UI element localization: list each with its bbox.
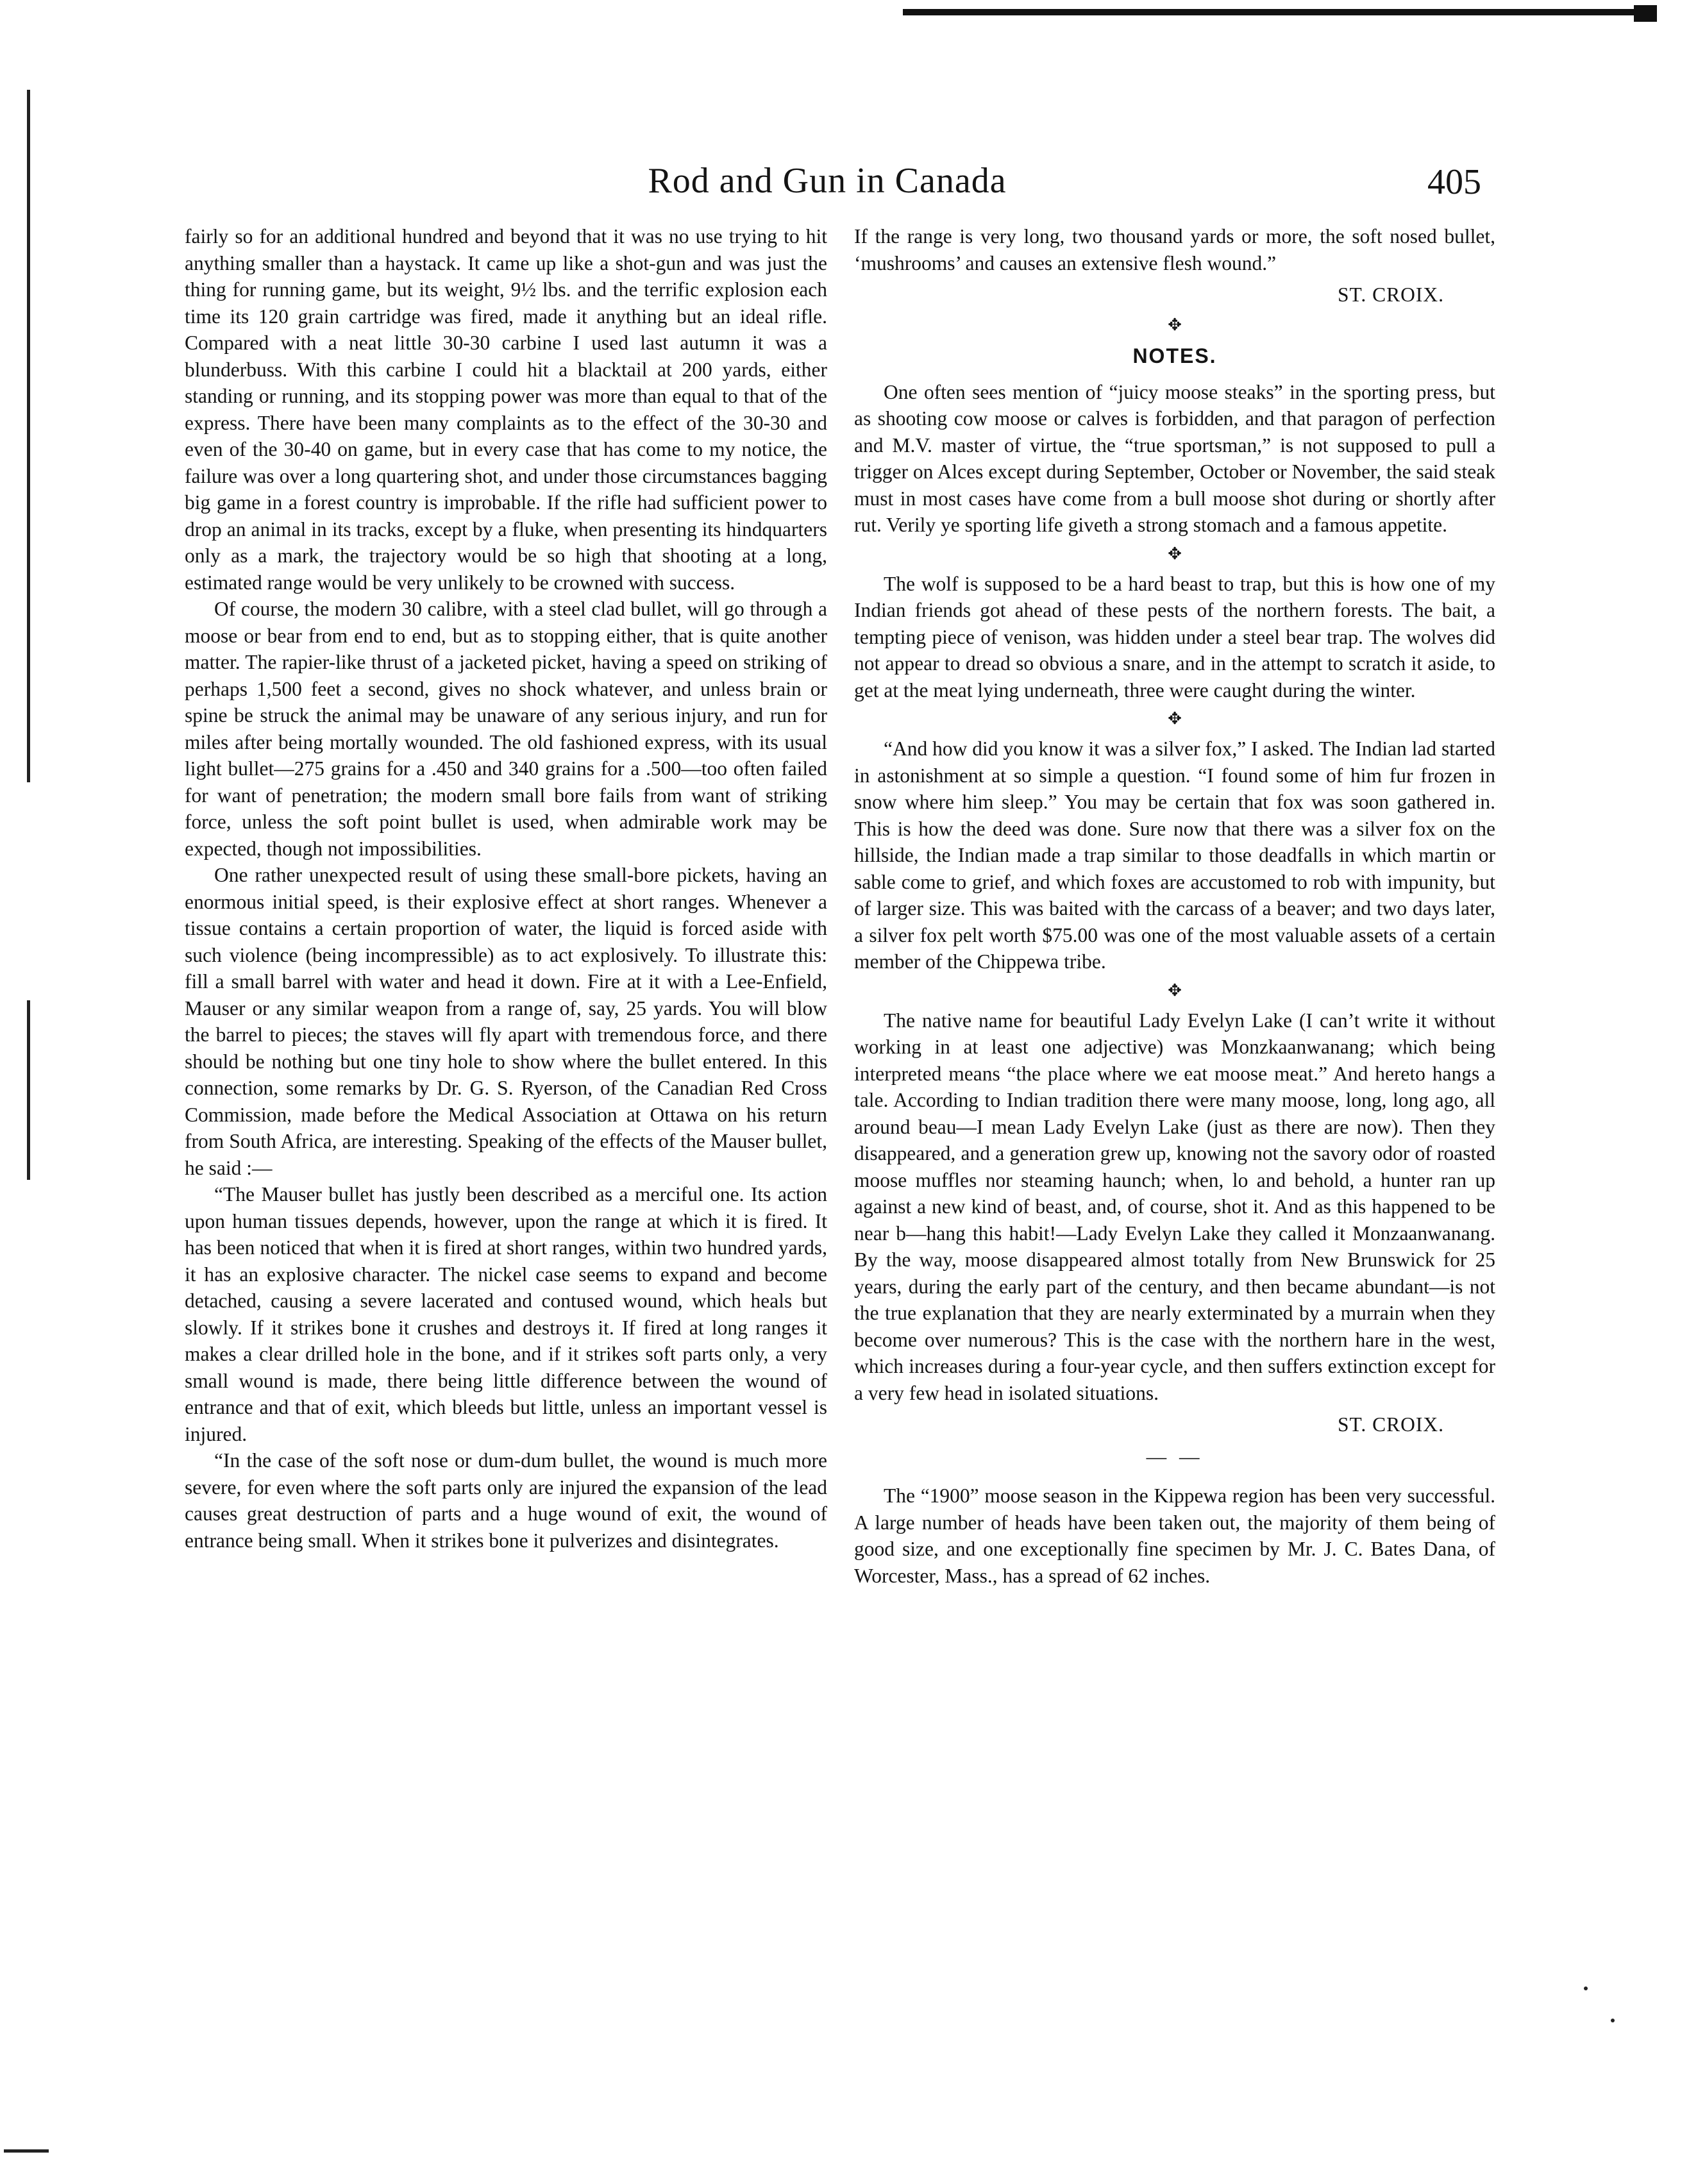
quotation-paragraph: “The Mauser bullet has justly been described as a merciful one. Its action upon human tissues depends, however, upon the range at which it is fired. It has been noticed that when it is fired at short ranges, within two hundred yards, it has an explosive character. The nickel case seems to expand and become detached, causing a severe lacerated and contused wound, which heals but slowly. If it strikes bone it crushes and destroys it. If fired at long ranges it makes a clear drilled hole in the bone, and if it strikes soft parts only, a very small wound is made, there being little difference between the wound of entrance and that of exit, which bleeds but little, unless an important vessel is injured. <box>185 1183 827 1445</box>
note-paragraph: “And how did you know it was a silver fox,” I asked. The Indian lad started in astonishment at so simple a question. “I found some of him fur frozen in snow where him sleep.” You may be certain that fox was soon gathered in. This is how the deed was done. Sure now that there was a silver fox on the hillside, the Indian made a trap similar to those deadfalls in which martin or sable come to grief, and which foxes are accustomed to rob with impunity, but of larger size. This was baited with the carcass of a beaver; and two days later, a silver fox pelt worth $75.00 was one of the most valuable assets of a certain member of the Chippewa tribe. <box>854 737 1495 973</box>
section-ornament: ✥ <box>1168 544 1182 564</box>
scan-corner-mark <box>4 2149 49 2153</box>
note-paragraph: The native name for beautiful Lady Evelyn Lake (I can’t write it without working in at least one adjective) was Monzkaanwanang; which being interpreted means “the place where we eat moose meat.” And hereto hangs a tale. According to Indian tradition there were many moose, long, long ago, all around beau—I mean Lady Evelyn Lake (just as there are now). Then they disappeared, and a generation grew up, knowing not the savory odor of roasted moose muffles nor steaming haunch; when, lo and behold, a hunter ran up against a new kind of beast, and, of course, shot it. And as this happened to be near b—hang this habit!—Lady Evelyn Lake they called it Monzaanwanang. By the way, moose disappeared almost totally from New Brunswick for 25 years, during the early part of the century, and then became abundant—is not the true explanation that they are nearly exterminated by a murrain when they become over numerous? This is the case with the northern hare in the west, which increases during a four-year cycle, and then suffers extinction except for a very few head in isolated situations. <box>854 1009 1495 1404</box>
scan-edge-bar <box>903 9 1653 15</box>
right-column <box>854 223 1495 1589</box>
note-paragraph: One often sees mention of “juicy moose steaks” in the sporting press, but as shooting cow moose or calves is forbidden, and that paragon of perfection and M.V. master of virtue, the “true sportsman,” is not supposed to pull a trigger on Alces except during September, October or November, the said steak must in most cases have come from a bull moose shot during or shortly after rut. Verily ye sporting life giveth a strong stomach and a famous appetite. <box>854 380 1495 536</box>
paragraph: fairly so for an additional hundred and beyond that it was no use trying to hit anything smaller than a haystack. It came up like a shot-gun and was just the thing for running game, but its weight, 9½ lbs. and the terrific explosion each time its 120 grain cartridge was fired, made it anything but an ideal rifle. Compared with a neat little 30-30 carbine I used last autumn it was a blunderbuss. With this carbine I could hit a blacktail at 200 yards, either standing or running, and its stopping power was more than equal to that of the express. There have been many complaints as to the effect of the 30-30 and even of the 30-40 on game, but in every case that has come to my notice, the failure was over a long quartering shot, and under those circumstances bagging big game in a forest country is improbable. If the rifle had sufficient power to drop an animal in its tracks, except by a fluke, when presenting its hindquarters only as a mark, the trajectory would be so high that shooting at a long, estimated range would be very unlikely to be crowned with success. <box>185 225 827 594</box>
author-signature: ST. CROIX. <box>1337 283 1444 306</box>
quotation-paragraph: “In the case of the soft nose or dum-dum bullet, the wound is much more severe, for even where the soft parts only are injured the expansion of the lead causes great destruction of parts and a huge wound of exit, the wound of entrance being small. When it strikes bone it pulverizes and disintegrates. <box>185 1449 827 1552</box>
section-ornament: ✥ <box>1168 315 1182 335</box>
section-ornament: ✥ <box>1168 709 1182 728</box>
page-number: 405 <box>1427 162 1481 202</box>
paragraph: One rather unexpected result of using these small-bore pickets, having an enormous initial speed, is their explosive effect at short ranges. Whenever a tissue contains a certain proportion of water, the liquid is forced aside with such violence (being incompressible) as to act explosively. To illustrate this: fill a small barrel with water and head it down. Fire at it with a Lee-Enfield, Mauser or any similar weapon from a range of, say, 25 yards. You will blow the barrel to pieces; the staves will fly apart with tremendous force, and there should be nothing but one tiny hole to show where the bullet entered. In this connection, some remarks by Dr. G. S. Ryerson, of the Canadian Red Cross Commission, made before the Medical Association at Ottawa on his return from South Africa, are interesting. Speaking of the effects of the Mauser bullet, he said :— <box>185 864 827 1179</box>
section-ornament: ✥ <box>1168 980 1182 1000</box>
running-title: Rod and Gun in Canada <box>648 161 1007 201</box>
scan-speck <box>1584 1987 1588 1990</box>
page-header <box>173 160 1481 218</box>
author-signature: ST. CROIX. <box>1337 1413 1444 1436</box>
section-rule: — — <box>1146 1445 1204 1468</box>
paragraph: Of course, the modern 30 calibre, with a steel clad bullet, will go through a moose or bear from end to end, but as to stopping either, that is quite another matter. The rapier-like thrust of a jacketed picket, having a speed on striking of perhaps 1,500 feet a second, gives no shock whatever, and unless brain or spine be struck the animal may be unaware of any serious injury, and run for miles after being mortally wounded. The old fashioned express, with its usual light bullet—275 grains for a .450 and 340 grains for a .500—too often failed for want of penetration; the modern small bore fails from want of striking force, unless the soft point bullet is used, when admirable work may be expected, though not impossibilities. <box>185 598 827 860</box>
scan-speck <box>1611 2019 1615 2022</box>
closing-paragraph: The “1900” moose season in the Kippewa region has been very successful. A large number of heads have been taken out, the majority of them being of good size, and one exceptionally fine specimen by Mr. J. C. Bates Dana, of Worcester, Mass., has a spread of 62 inches. <box>854 1484 1495 1587</box>
quotation-continuation: If the range is very long, two thousand yards or more, the soft nosed bullet, ‘mushrooms’ and causes an extensive flesh wound.” <box>854 225 1495 274</box>
note-paragraph: The wolf is supposed to be a hard beast to trap, but this is how one of my Indian friends got ahead of these pests of the northern forests. The bait, a tempting piece of venison, was hidden under a steel bear trap. The wolves did not appear to dread so obvious a snare, and in the attempt to scratch it aside, to get at the meat lying underneath, three were caught during the winter. <box>854 572 1495 701</box>
scan-edge-mark <box>1634 5 1657 22</box>
binding-margin-line <box>27 90 30 782</box>
notes-heading: NOTES. <box>1132 344 1217 367</box>
left-column <box>185 223 827 1554</box>
binding-margin-line <box>27 1000 30 1180</box>
